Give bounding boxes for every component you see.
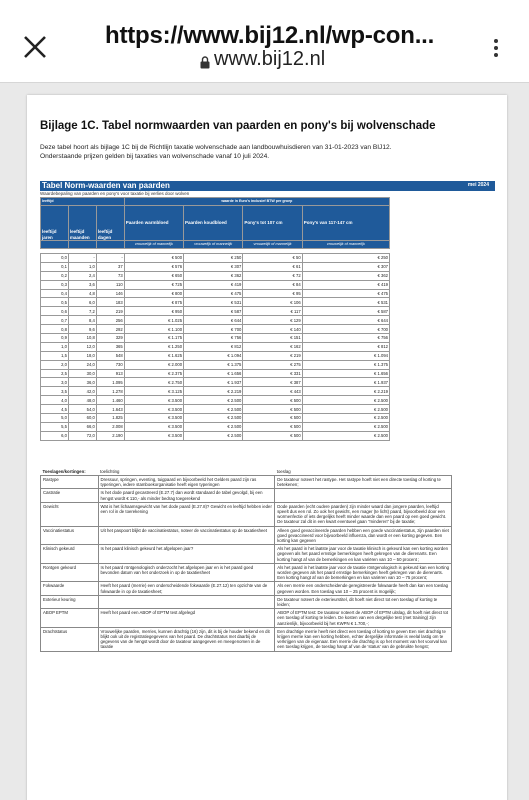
url-title[interactable]: https://www.bij12.nl/wp-con... (105, 22, 435, 49)
table-cell: € 1.100 (124, 325, 183, 334)
table-cell: 0,7 (41, 316, 69, 325)
table-cell: € 756 (302, 334, 389, 343)
table-cell: € 362 (302, 271, 389, 280)
table-cell: 4,8 (68, 289, 96, 298)
table-cell: 292 (96, 325, 124, 334)
table-cell: € 587 (184, 307, 243, 316)
table-cell: € 1.937 (184, 378, 243, 387)
table-cell: 3,5 (41, 387, 69, 396)
browser-toolbar (0, 0, 529, 83)
table-cell: 8,4 (68, 316, 96, 325)
table-cell: 66,0 (68, 422, 96, 431)
toeslag-toelichting: Heeft het paard een ABOP of EPTM test afgelegd (98, 609, 275, 628)
table-cell: € 162 (243, 342, 302, 351)
toeslag-name: Vaccinatiestatus (41, 526, 99, 545)
table-cell: 0,4 (41, 289, 69, 298)
table-cell: € 875 (124, 298, 183, 307)
table-cell: 6,0 (41, 431, 69, 440)
toeslag-row (41, 595, 452, 608)
toeslag-row (41, 545, 452, 564)
table-cell: € 443 (243, 387, 302, 396)
table-cell: € 2.500 (302, 431, 389, 440)
table-row (41, 378, 390, 387)
toeslag-name: Rontgen gekeurd (41, 563, 99, 582)
table-row (41, 351, 390, 360)
table-cell: € 2.219 (302, 387, 389, 396)
toeslagen-table (40, 469, 452, 652)
header-koudbloed: Paarden koudbloed (184, 206, 243, 241)
norm-table-body (41, 254, 390, 441)
table-cell: 913 (96, 369, 124, 378)
table-cell: 9,6 (68, 325, 96, 334)
table-cell: 329 (96, 334, 124, 343)
table-row (41, 396, 390, 405)
table-cell: € 812 (302, 342, 389, 351)
toeslag-toeslag: Alleen goed gevaccineerde paarden hebben een goede vaccinatiestatus, zijn paarden niet goed gevaccineerd voor bijvoorbeeld influenza, dan wordt er een korting gegeven. Een korting kan gegeven (275, 526, 452, 545)
table-cell: 1,0 (41, 342, 69, 351)
table-cell: € 500 (243, 414, 302, 423)
table-row (41, 387, 390, 396)
table-cell: 146 (96, 289, 124, 298)
table-cell: € 2.500 (302, 396, 389, 405)
table-cell: € 812 (184, 342, 243, 351)
table-cell: 2,5 (41, 369, 69, 378)
table-row (41, 422, 390, 431)
table-cell: € 2.500 (302, 405, 389, 414)
table-cell: 2,4 (68, 271, 96, 280)
table-row (41, 414, 390, 423)
table-cell: € 117 (243, 307, 302, 316)
table-cell: 110 (96, 280, 124, 289)
table-cell: € 1.094 (184, 351, 243, 360)
table-cell: € 700 (302, 325, 389, 334)
table-cell: € 61 (243, 262, 302, 271)
table-cell: € 500 (243, 405, 302, 414)
table-cell: 12,0 (68, 342, 96, 351)
header-days: leeftijd dagen (96, 206, 124, 241)
table-cell: € 1.025 (124, 316, 183, 325)
table-row (41, 431, 390, 440)
document-title: Bijlage 1C. Tabel normwaarden van paarden en pony's bij wolvenschade (40, 120, 436, 132)
table-cell: 183 (96, 298, 124, 307)
table-cell: 10,8 (68, 334, 96, 343)
table-cell: 42,0 (68, 387, 96, 396)
toeslag-row (41, 526, 452, 545)
table-cell: 3,0 (41, 378, 69, 387)
table-cell: € 419 (184, 280, 243, 289)
table-cell: € 650 (124, 271, 183, 280)
table-cell: € 3.500 (124, 431, 183, 440)
toeslag-row (41, 502, 452, 526)
table-row (41, 342, 390, 351)
toeslag-name: Fokwaarde (41, 582, 99, 595)
table-cell: € 307 (184, 262, 243, 271)
toeslag-row (41, 582, 452, 595)
table-cell: € 1.094 (302, 351, 389, 360)
table-cell: € 106 (243, 298, 302, 307)
table-cell: € 72 (243, 271, 302, 280)
table-cell: € 2.000 (124, 360, 183, 369)
close-icon[interactable] (22, 34, 48, 60)
table-cell: € 1.625 (124, 351, 183, 360)
toeslag-toelichting: Is het dode paard gecastreerd (E.27.7) dan wordt standaard de tabel gevolgd, bij een hengst wordt € 110,- als minder bedrag toegerekend (98, 489, 275, 502)
toeslag-toeslag (275, 489, 452, 502)
table-cell: 73 (96, 271, 124, 280)
table-cell: 0,1 (41, 262, 69, 271)
table-cell: 2.190 (96, 431, 124, 440)
table-cell: € 3.500 (124, 422, 183, 431)
table-cell: € 50 (243, 254, 302, 263)
table-cell: € 2.500 (302, 414, 389, 423)
table-cell: 4,5 (41, 405, 69, 414)
toeslag-header-label: Toeslagen/kortingen: (42, 469, 86, 474)
table-cell: € 250 (302, 254, 389, 263)
toeslag-toelichting: Wat is het lichaamsgewicht van het dode paard (E.27.8)? Gewicht en leeftijd hebben ieder een rol in de toerekening (98, 502, 275, 526)
toeslag-name: ABOP EPTM (41, 609, 99, 628)
table-cell: 2,0 (41, 360, 69, 369)
table-cell: € 387 (243, 378, 302, 387)
table-cell: - (68, 254, 96, 263)
norm-values-table (40, 197, 390, 441)
table-cell: 1,5 (41, 351, 69, 360)
table-cell: € 500 (243, 422, 302, 431)
table-cell: € 756 (184, 334, 243, 343)
table-cell: 60,0 (68, 414, 96, 423)
table-cell: € 531 (302, 298, 389, 307)
toeslag-toelichting: Vrouwelijke paarden, merries, kunnen drachtig (16) zijn, dit is bij de houder bekend en dit blijkt ook uit de registratiegegevens van het paard. De drachtstatus met daarbij de gegevens van de hengst wordt door de taxateur aangegeven en meegenomen in de taxatie (98, 627, 275, 651)
toeslagen-table-body (41, 469, 452, 651)
toeslag-name: Klinisch gekeurd (41, 545, 99, 564)
sheet-caption: Waardebepaling van paarden en pony's voor taxatie bij verlies door wolven (40, 191, 190, 196)
header-sex: vrouwelijk of mannelijk (302, 241, 389, 249)
table-cell: 3,6 (68, 280, 96, 289)
table-row (41, 280, 390, 289)
header-sex: vrouwelijk of mannelijk (124, 241, 183, 249)
table-cell: € 2.219 (184, 387, 243, 396)
table-cell: € 2.500 (184, 414, 243, 423)
table-cell: € 219 (243, 351, 302, 360)
table-row (41, 307, 390, 316)
toeslag-name: Drachtstatus (41, 627, 99, 651)
table-row (41, 369, 390, 378)
table-cell: € 950 (124, 307, 183, 316)
sheet-date: mei 2024 (467, 182, 489, 188)
table-row (41, 254, 390, 263)
table-cell: € 2.375 (124, 369, 183, 378)
pdf-viewer[interactable] (0, 83, 529, 800)
table-cell: € 1.375 (184, 360, 243, 369)
table-cell: € 331 (243, 369, 302, 378)
table-cell: € 250 (184, 254, 243, 263)
table-cell: € 3.500 (124, 414, 183, 423)
toeslag-toelichting: Heeft het paard (merrie) een onderscheidende fokwaarde (E.27.12) ten opzichte van de fokwaarde in op de taxatiesheet; (98, 582, 275, 595)
table-cell: 0,2 (41, 271, 69, 280)
table-cell: € 644 (302, 316, 389, 325)
header-pony107: Pony's tot 107 cm (243, 206, 302, 241)
header-warmbloed: Paarden warmbloed (124, 206, 183, 241)
toeslag-name: Exterieur keuring (41, 595, 99, 608)
table-cell: € 3.125 (124, 387, 183, 396)
toeslag-row (41, 476, 452, 489)
header-months: leeftijd maanden (68, 206, 96, 241)
toeslag-toelichting: Is het paard klinisch gekeurd het afgelopen jaar? (98, 545, 275, 564)
table-cell: € 1.937 (302, 378, 389, 387)
lock-icon (200, 56, 210, 69)
table-cell: 48,0 (68, 396, 96, 405)
table-row (41, 360, 390, 369)
table-cell: 0,3 (41, 280, 69, 289)
table-cell: 0,0 (41, 254, 69, 263)
table-cell: € 1.656 (184, 369, 243, 378)
toeslag-toeslag: Een drachtige merrie heeft niet direct een toeslag of korting te geven Een niet drachtig te krijgen merrie kan een korting hebben, echter dergelijke informatie is veelal lastig om te verkrijgen van de eigenaar. Een merrie die drachtig is op het moment van het voorval kan een toeslag krijgen, de toeslag hangt af van de 'status' van de gebruikte hengst; (275, 627, 452, 651)
table-cell: € 2.500 (184, 422, 243, 431)
table-cell: € 800 (124, 289, 183, 298)
toeslag-toeslag: Als een merrie een onderscheidende geregistreerde fokwaarde heeft dan kan een toeslag gegeven worden. Een toeslag van 10 – 25 procent is mogelijk; (275, 582, 452, 595)
table-cell: € 2.500 (184, 396, 243, 405)
table-cell: € 3.500 (124, 396, 183, 405)
more-options-icon[interactable] (486, 38, 506, 58)
header-group: waarde in Euro's inclusief BTW per groep (124, 198, 389, 206)
table-row (41, 271, 390, 280)
toeslag-row (41, 563, 452, 582)
table-cell: 0,8 (41, 325, 69, 334)
sheet-title: Tabel Norm-waarden van paarden (42, 181, 170, 190)
table-cell: € 2.500 (184, 405, 243, 414)
header-sex: vrouwelijk of mannelijk (184, 241, 243, 249)
toeslag-row (41, 609, 452, 628)
table-cell: 54,0 (68, 405, 96, 414)
table-cell: 219 (96, 307, 124, 316)
table-cell: € 500 (124, 254, 183, 263)
table-row (41, 262, 390, 271)
table-cell: 0,9 (41, 334, 69, 343)
table-cell: 1,0 (68, 262, 96, 271)
table-cell: 1.460 (96, 396, 124, 405)
table-cell: € 129 (243, 316, 302, 325)
toeslag-toelichting (98, 595, 275, 608)
table-row (41, 289, 390, 298)
table-cell: 1.278 (96, 387, 124, 396)
intro-line: Onderstaande prijzen gelden bij taxaties van wolvenschade vanaf 10 juli 2024. (40, 152, 270, 160)
table-cell: 1.643 (96, 405, 124, 414)
table-cell: 72,0 (68, 431, 96, 440)
table-cell: 37 (96, 262, 124, 271)
table-row (41, 334, 390, 343)
table-cell: € 1.175 (124, 334, 183, 343)
table-cell: 365 (96, 342, 124, 351)
table-cell: 730 (96, 360, 124, 369)
table-cell: € 3.500 (124, 405, 183, 414)
header-years: leeftijd jaren (41, 206, 69, 241)
table-cell: € 500 (243, 431, 302, 440)
toeslag-row (41, 627, 452, 651)
table-row (41, 405, 390, 414)
table-cell: € 475 (302, 289, 389, 298)
table-cell: € 151 (243, 334, 302, 343)
table-cell: 0,5 (41, 298, 69, 307)
table-cell: € 644 (184, 316, 243, 325)
table-cell: € 140 (243, 325, 302, 334)
table-cell: € 362 (184, 271, 243, 280)
header-sex: vrouwelijk of mannelijk (243, 241, 302, 249)
toeslag-name: Rastype (41, 476, 99, 489)
table-cell: 4,0 (41, 396, 69, 405)
table-cell: € 576 (124, 262, 183, 271)
table-row (41, 316, 390, 325)
toeslag-header-toeslag: toeslag (276, 469, 291, 474)
url-domain[interactable]: www.bij12.nl (214, 48, 326, 70)
table-cell: € 95 (243, 289, 302, 298)
toeslag-toelichting: Uit het paspoort blijkt de vaccinatiestatus, noteer de vaccinatiestatus op de taxatiesheet (98, 526, 275, 545)
table-cell: 5,5 (41, 422, 69, 431)
table-cell: 18,0 (68, 351, 96, 360)
toeslag-name: Gewicht (41, 502, 99, 526)
toeslag-toeslag: Als het paard in het laatste jaar voor de taxatie röntgenologisch is gekeurd kan een korting worden gegeven als het paard ernstige bemerkingen heeft gekregen van de dierenarts. Een korting hangt af van de bemerkingen en kan variëren van 10 – 75 procent; (275, 563, 452, 582)
toeslag-toeslag: De taxateur noteert de exterieurstitel, dit hoeft niet direct tot een toeslag of korting te leiden; (275, 595, 452, 608)
table-cell: € 475 (184, 289, 243, 298)
toeslag-toelichting: Is het paard röntgenologisch onderzocht het afgelopen jaar en is het paard goed bevonden datum van het onderzoek in op de taxatiesheet (98, 563, 275, 582)
table-cell: 36,0 (68, 378, 96, 387)
toeslag-row (41, 489, 452, 502)
table-cell: 6,0 (68, 298, 96, 307)
table-cell: 1.825 (96, 414, 124, 423)
table-cell: € 1.656 (302, 369, 389, 378)
document-intro (40, 144, 495, 161)
table-cell: € 700 (184, 325, 243, 334)
table-cell: 548 (96, 351, 124, 360)
toeslag-name: Castratie (41, 489, 99, 502)
table-cell: € 307 (302, 262, 389, 271)
table-cell: € 275 (243, 360, 302, 369)
table-cell: € 419 (302, 280, 389, 289)
header-pony147: Pony's van 117-147 cm (302, 206, 389, 241)
table-cell: 5,0 (41, 414, 69, 423)
toeslag-toelichting: Dressuur, springen, eventing, tuigpaard en bijvoorbeeld het Gelders paard zijn ras typeringen, iedere stamboekorganisatie heeft eigen typeringen (98, 476, 275, 489)
table-cell: € 2.750 (124, 378, 183, 387)
sheet-title-bar (40, 181, 495, 191)
toeslag-toeslag: Dode paarden (echt oudere paarden) zijn minder waard dan jongere paarden, leeftijd speelt dus een rol. Zo ook het gewicht, een mager (te licht) paard, bijvoorbeeld door een wormenfectie of iets dergelijks heeft minder waarde dan een paard op een goed gewicht. De taxateur zal dit in een kwart eventueel gaan "minderen" bij de taxatie; (275, 502, 452, 526)
table-row (41, 298, 390, 307)
table-cell: 0,6 (41, 307, 69, 316)
table-cell: € 84 (243, 280, 302, 289)
header-leeftijd: leeftijd (41, 198, 125, 206)
toeslag-toeslag: ABOP of EPTM test: De taxateur noteert de ABOP of EPTM uitslag, dit hoeft niet direct tot een toeslag of korting te leiden. De kosten van een dergelijke test (met training) zijn aanzienlijk, bijvoorbeeld bij het KWPN € 1.700,-; (275, 609, 452, 628)
toeslag-header-toelichting: toelichting (100, 469, 120, 474)
table-cell: € 500 (243, 396, 302, 405)
table-cell: € 2.500 (302, 422, 389, 431)
table-cell: 30,0 (68, 369, 96, 378)
table-row (41, 325, 390, 334)
document-page (27, 95, 507, 800)
table-cell: € 531 (184, 298, 243, 307)
table-cell: € 2.500 (184, 431, 243, 440)
table-cell: 256 (96, 316, 124, 325)
table-cell: € 725 (124, 280, 183, 289)
table-cell: 24,0 (68, 360, 96, 369)
table-cell: € 1.375 (302, 360, 389, 369)
intro-line: Deze tabel hoort als bijlage 1C bij de Richtlijn taxatie wolvenschade aan landbouwhuisdieren van 31-01-2023 van BIJ12. (40, 144, 392, 151)
table-cell: - (96, 254, 124, 263)
table-cell: 7,2 (68, 307, 96, 316)
toeslag-toeslag: Als het paard in het laatste jaar voor de taxatie klinisch is gekeurd kan een korting worden gegeven als het paard ernstige bemerkingen heeft gekregen van de dierenarts. Een korting hangt af van de bemerkingen en kan variëren van 10 – 50 procent ; (275, 545, 452, 564)
table-cell: € 1.250 (124, 342, 183, 351)
table-cell: 2.008 (96, 422, 124, 431)
table-cell: € 587 (302, 307, 389, 316)
table-cell: 1.095 (96, 378, 124, 387)
toeslag-toeslag: De taxateur noteert het rastype. Het rastype hoeft niet een directe toeslag of korting te betekenen; (275, 476, 452, 489)
